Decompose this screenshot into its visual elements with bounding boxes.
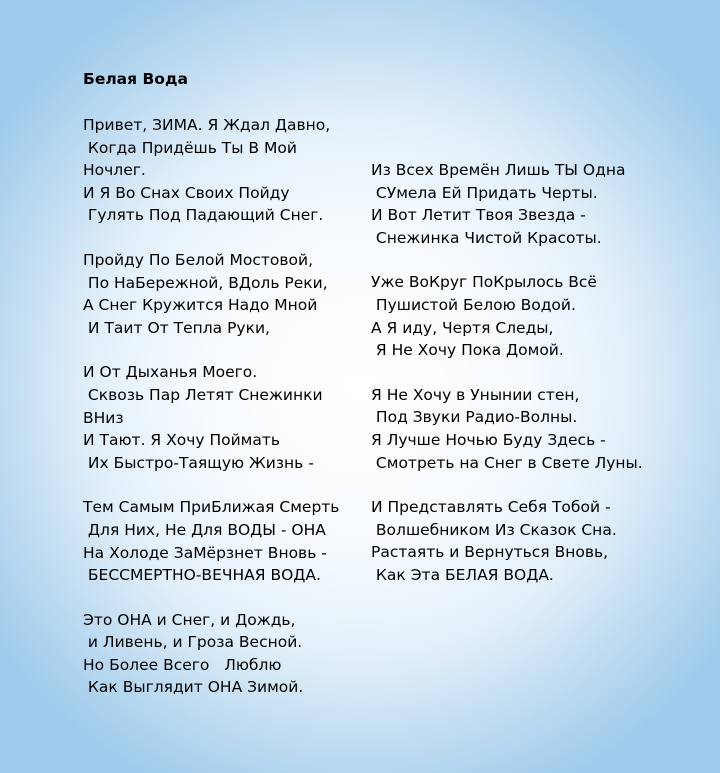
stanza-7 (371, 271, 661, 361)
poem-line: Я Лучше Ночью Буду Здесь - (371, 430, 606, 449)
poem-line: По НаБережной, ВДоль Реки, (83, 273, 328, 292)
poem-line: И Вот Летит Твоя Звезда - (371, 206, 586, 225)
poem-line: И Представлять Себя Тобой - (371, 498, 611, 517)
poem-line: И От Дыханья Моего. (83, 363, 258, 382)
poem-line: И Я Во Снах Своих Пойду (83, 183, 290, 202)
poem-line: Их Быстро-Таящую Жизнь - (83, 453, 314, 472)
poem-title: Белая Вода (83, 70, 188, 88)
poem-line: И Тают. Я Хочу Поймать (83, 431, 281, 450)
poem-line: Я Не Хочу Пока Домой. (371, 341, 564, 360)
poem-line: А Снег Кружится Надо Мной (83, 296, 318, 315)
poem-line: Пройду По Белой Мостовой, (83, 250, 314, 269)
poem-line: На Холоде ЗаМёрзнет Вновь - (83, 543, 327, 562)
poem-line: Снежинка Чистой Красоты. (371, 228, 602, 247)
stanza-2 (83, 249, 373, 339)
poem-line: И Таит От Тепла Руки, (83, 318, 270, 337)
poem-line: ВНиз (83, 408, 124, 427)
poem-line: Для Них, Не Для ВОДЫ - ОНА (83, 520, 326, 539)
stanza-6 (371, 159, 661, 249)
poem-line: Когда Придёшь Ты В Мой (83, 138, 297, 157)
poem-line: Я Не Хочу в Унынии стен, (371, 385, 580, 404)
poem-line: Смотреть на Снег в Свете Луны. (371, 453, 643, 472)
poem-line: А Я иду, Чертя Следы, (371, 318, 554, 337)
poem-line: Это ОНА и Снег, и Дождь, (83, 610, 296, 629)
poem-line: Гулять Под Падающий Снег. (83, 206, 324, 225)
stanza-3 (83, 361, 373, 474)
poem-line: Но Более Всего Люблю (83, 655, 282, 674)
poem-line: Из Всех Времён Лишь ТЫ Одна (371, 161, 626, 179)
poem-line: Растаять и Вернуться Вновь, (371, 543, 609, 562)
poem-line: Уже ВоКруг ПоКрылось Всё (371, 273, 597, 292)
poem-line: Под Звуки Радио-Волны. (371, 408, 578, 427)
stanza-5 (83, 609, 373, 699)
poem-line: и Ливень, и Гроза Весной. (83, 633, 303, 652)
poem-line: Как Выглядит ОНА Зимой. (83, 678, 304, 697)
poem-line: СУмела Ей Придать Черты. (371, 183, 598, 202)
poem-line: Как Эта БЕЛАЯ ВОДА. (371, 565, 554, 584)
poem-line: Пушистой Белою Водой. (371, 295, 576, 314)
stanza-4 (83, 496, 373, 586)
poem-line: Ночлег. (83, 161, 146, 180)
poem-line: Волшебником Из Сказок Сна. (371, 520, 617, 539)
poem-line: Сквозь Пар Летят Снежинки (83, 385, 323, 404)
stanza-9 (371, 496, 661, 586)
poem-right-column (371, 159, 661, 609)
poem-line: Привет, ЗИМА. Я Ждал Давно, (83, 116, 331, 134)
poem-left-column (83, 114, 373, 721)
poem-line: Тем Самым ПриБлижая Смерть (83, 498, 340, 517)
stanza-8 (371, 384, 661, 474)
stanza-1 (83, 114, 373, 227)
poem-line: БЕССМЕРТНО-ВЕЧНАЯ ВОДА. (83, 566, 321, 585)
